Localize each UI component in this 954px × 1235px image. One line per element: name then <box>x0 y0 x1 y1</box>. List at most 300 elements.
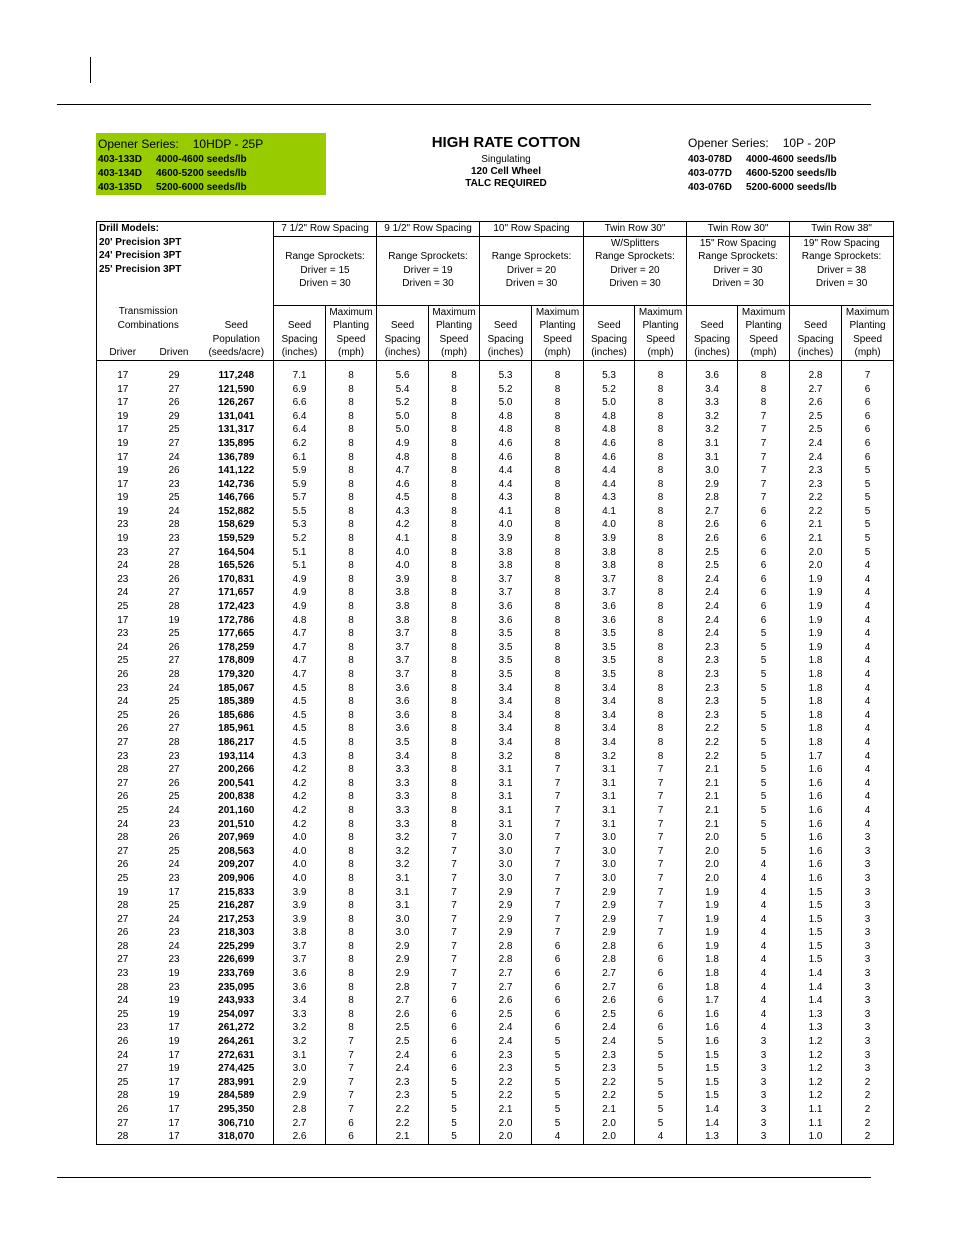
driven-cell: 24 <box>168 682 180 694</box>
max-speed-cell: 7 <box>532 777 584 791</box>
subtitle-cell-wheel: 120 Cell Wheel <box>470 166 542 177</box>
max-speed-cell: 5 <box>842 505 894 519</box>
driver-cell: 19 <box>97 505 149 519</box>
seed-spacing-cell: 2.2 <box>584 1089 635 1103</box>
seed-spacing-header <box>687 305 738 319</box>
table-row <box>97 1089 894 1103</box>
seed-spacing-cell: 4.8 <box>480 423 532 437</box>
driver-cell: 17 <box>97 396 149 410</box>
max-speed-cell: 8 <box>326 451 377 465</box>
spacer-cell <box>584 360 635 369</box>
seed-spacing-cell: 2.4 <box>584 1021 635 1035</box>
max-speed-cell: 8 <box>326 886 377 900</box>
max-speed-cell: 8 <box>738 383 790 397</box>
max-speed-cell: 8 <box>635 464 687 478</box>
max-speed-cell: 6 <box>429 1062 480 1076</box>
driver-cell: 24 <box>97 586 149 600</box>
max-speed-cell: 8 <box>429 437 480 451</box>
max-speed-cell: 8 <box>429 790 480 804</box>
max-speed-cell: 7 <box>635 899 687 913</box>
spacing-title: 7 1/2" Row Spacing <box>274 222 377 237</box>
seed-spacing-cell: 3.6 <box>377 682 429 696</box>
max-speed-cell: 8 <box>635 451 687 465</box>
max-speed-cell: 7 <box>635 926 687 940</box>
spacing-title: Twin Row 30" <box>687 222 790 237</box>
spacer-cell <box>584 291 687 305</box>
population-cell: 177,665 <box>218 628 255 640</box>
driven-cell: 23 <box>168 872 180 884</box>
seed-spacing-cell: 1.9 <box>790 627 842 641</box>
max-speed-cell: 3 <box>842 899 894 913</box>
max-speed-cell: 8 <box>635 722 687 736</box>
table-row <box>97 532 894 546</box>
driver-cell: 27 <box>97 777 149 791</box>
max-speed-cell: 6 <box>635 981 687 995</box>
seed-range: 4600-5200 seeds/lb <box>156 168 247 179</box>
seed-range: 4000-4600 seeds/lb <box>746 154 837 165</box>
driven-cell: 24 <box>168 859 180 871</box>
max-speed-cell: 8 <box>429 559 480 573</box>
max-speed-cell: 8 <box>635 709 687 723</box>
table-row <box>97 478 894 492</box>
max-speed-cell: 8 <box>635 546 687 560</box>
seed-spacing-cell: 1.9 <box>790 586 842 600</box>
population-cell: 243,933 <box>218 995 255 1007</box>
max-speed-cell: 8 <box>429 777 480 791</box>
max-speed-cell: 7 <box>635 777 687 791</box>
seed-spacing-cell: 1.3 <box>790 1008 842 1022</box>
seed-spacing-cell: 5.2 <box>274 532 326 546</box>
max-speed-cell: 7 <box>532 926 584 940</box>
seed-spacing-cell: 3.3 <box>274 1008 326 1022</box>
seed-spacing-cell: 2.4 <box>377 1049 429 1063</box>
header-tick-mark <box>90 57 91 83</box>
spacer-cell <box>842 360 894 369</box>
seed-spacing-cell: 5.0 <box>377 410 429 424</box>
max-speed-cell: 6 <box>532 981 584 995</box>
max-speed-cell: 7 <box>429 886 480 900</box>
population-cell: 186,217 <box>218 736 255 748</box>
driver-cell: 26 <box>97 858 149 872</box>
seed-spacing-cell: 3.6 <box>274 981 326 995</box>
max-speed-cell: 3 <box>842 872 894 886</box>
max-speed-cell: 8 <box>635 478 687 492</box>
seed-spacing-cell: 2.2 <box>790 505 842 519</box>
seed-spacing-cell: 3.6 <box>377 722 429 736</box>
spacer-cell <box>532 360 584 369</box>
driver-cell: 25 <box>97 872 149 886</box>
seed-spacing-cell: 3.4 <box>687 383 738 397</box>
seed-spacing-cell: 2.3 <box>687 641 738 655</box>
max-speed-cell: 6 <box>635 967 687 981</box>
population-cell: 201,160 <box>218 804 255 816</box>
max-speed-cell: 3 <box>842 886 894 900</box>
table-row <box>97 437 894 451</box>
spacer-cell <box>274 360 326 369</box>
driven-cell: 28 <box>168 736 180 748</box>
table-row <box>97 818 894 832</box>
max-speed-cell: 7 <box>635 831 687 845</box>
seed-spacing-cell: 5.2 <box>584 383 635 397</box>
max-speed-cell: 7 <box>326 1089 377 1103</box>
table-row <box>97 586 894 600</box>
driven-cell: 23 <box>168 981 180 993</box>
spacing-subtitle: 19" Row Spacing <box>790 236 894 250</box>
max-speed-cell: 8 <box>635 654 687 668</box>
seed-spacing-header <box>584 305 635 319</box>
population-cell: 171,657 <box>218 587 255 599</box>
table-row <box>97 763 894 777</box>
seed-spacing-cell: 3.4 <box>584 722 635 736</box>
part-number: 403-133D <box>98 154 142 165</box>
seed-spacing-cell: 4.4 <box>584 478 635 492</box>
population-cell: 272,631 <box>218 1049 255 1061</box>
max-speed-cell: 8 <box>532 736 584 750</box>
spacer-cell <box>480 291 584 305</box>
max-speed-cell: 5 <box>635 1076 687 1090</box>
max-speed-cell: 5 <box>842 478 894 492</box>
seed-spacing-cell: 3.4 <box>584 695 635 709</box>
population-cell: 185,389 <box>218 696 255 708</box>
seed-spacing-cell: 4.0 <box>274 831 326 845</box>
driven-sprocket: Driven = 30 <box>480 277 584 291</box>
driver-cell: 28 <box>97 1130 149 1144</box>
max-speed-header: Planting <box>635 319 687 333</box>
max-speed-cell: 8 <box>635 491 687 505</box>
seed-spacing-cell: 4.7 <box>274 654 326 668</box>
driver-cell: 24 <box>97 818 149 832</box>
seed-spacing-cell: 4.1 <box>480 505 532 519</box>
table-row <box>97 994 894 1008</box>
population-cell: 170,831 <box>218 573 255 585</box>
seed-range: 5200-6000 seeds/lb <box>746 182 837 193</box>
max-speed-cell: 8 <box>326 654 377 668</box>
max-speed-cell: 8 <box>326 546 377 560</box>
max-speed-cell: 8 <box>635 383 687 397</box>
spacing-subtitle: W/Splitters <box>584 236 687 250</box>
seed-spacing-cell: 3.6 <box>377 709 429 723</box>
driven-sprocket: Driven = 30 <box>687 277 790 291</box>
max-speed-cell: 8 <box>326 913 377 927</box>
seed-spacing-cell: 4.5 <box>274 722 326 736</box>
seed-spacing-cell: 2.3 <box>687 695 738 709</box>
spacer-cell <box>200 360 274 369</box>
spacer-cell <box>790 291 894 305</box>
max-speed-cell: 7 <box>532 763 584 777</box>
seed-spacing-cell: 2.3 <box>687 709 738 723</box>
max-speed-cell: 5 <box>635 1103 687 1117</box>
seed-spacing-cell: 5.7 <box>274 491 326 505</box>
drill-models-label: Drill Models: <box>99 223 160 234</box>
seed-spacing-cell: 1.4 <box>790 994 842 1008</box>
seed-spacing-cell: 4.2 <box>274 763 326 777</box>
max-speed-cell: 8 <box>532 586 584 600</box>
spacing-subtitle <box>274 236 377 250</box>
population-cell: 207,969 <box>218 832 255 844</box>
max-speed-cell: 7 <box>635 804 687 818</box>
max-speed-cell: 8 <box>429 763 480 777</box>
max-speed-cell: 7 <box>429 967 480 981</box>
max-speed-cell: 6 <box>842 410 894 424</box>
max-speed-cell: 4 <box>738 1021 790 1035</box>
seed-spacing-cell: 3.0 <box>584 831 635 845</box>
seed-spacing-cell: 2.9 <box>584 913 635 927</box>
max-speed-cell: 3 <box>842 1021 894 1035</box>
population-cell: 254,097 <box>218 1008 255 1020</box>
seed-spacing-cell: 4.8 <box>584 410 635 424</box>
max-speed-cell: 7 <box>635 790 687 804</box>
seed-spacing-cell: 3.5 <box>584 668 635 682</box>
driver-sprocket: Driver = 15 <box>274 264 377 278</box>
seed-spacing-cell: 1.7 <box>687 994 738 1008</box>
seed-spacing-cell: 4.9 <box>274 573 326 587</box>
max-speed-cell: 4 <box>738 967 790 981</box>
population-cell: 233,769 <box>218 968 255 980</box>
seed-spacing-cell: 4.5 <box>274 695 326 709</box>
max-speed-cell: 5 <box>842 518 894 532</box>
table-row <box>97 451 894 465</box>
max-speed-cell: 4 <box>738 913 790 927</box>
seed-spacing-cell: 4.0 <box>584 518 635 532</box>
seed-spacing-cell: 2.3 <box>584 1049 635 1063</box>
max-speed-cell: 5 <box>429 1103 480 1117</box>
max-speed-cell: 8 <box>738 396 790 410</box>
driver-cell: 23 <box>97 750 149 764</box>
table-row <box>97 1103 894 1117</box>
spacer-cell <box>790 360 842 369</box>
driven-cell: 28 <box>168 519 180 531</box>
max-speed-cell: 5 <box>635 1089 687 1103</box>
right-opener-option <box>688 182 837 193</box>
seed-spacing-cell: 4.4 <box>480 464 532 478</box>
seed-spacing-cell: 4.0 <box>274 845 326 859</box>
seed-spacing-cell: 2.4 <box>377 1062 429 1076</box>
seed-spacing-cell: 2.9 <box>377 940 429 954</box>
series-label: Opener Series: <box>688 136 769 150</box>
seed-spacing-cell: 7.1 <box>274 369 326 383</box>
seed-spacing-cell: 4.3 <box>584 491 635 505</box>
driven-cell: 27 <box>168 546 180 558</box>
driver-cell: 19 <box>97 491 149 505</box>
max-speed-cell: 8 <box>532 518 584 532</box>
spacer-cell <box>377 291 480 305</box>
driver-cell: 26 <box>97 1103 149 1117</box>
max-speed-cell: 3 <box>738 1117 790 1131</box>
seed-spacing-cell: 3.1 <box>274 1049 326 1063</box>
seed-spacing-cell: 1.1 <box>790 1103 842 1117</box>
max-speed-cell: 6 <box>738 505 790 519</box>
driver-header: Driver <box>97 346 149 360</box>
max-speed-cell: 7 <box>738 437 790 451</box>
seed-spacing-cell: 3.0 <box>584 872 635 886</box>
right-opener-option <box>688 168 837 179</box>
seed-spacing-cell: 2.0 <box>790 559 842 573</box>
driven-cell: 27 <box>168 437 180 449</box>
seed-spacing-cell: 3.7 <box>377 641 429 655</box>
population-cell: 165,526 <box>218 560 255 572</box>
seed-spacing-cell: 3.9 <box>274 899 326 913</box>
driver-cell: 17 <box>97 369 149 383</box>
max-speed-cell: 5 <box>738 627 790 641</box>
max-speed-cell: 6 <box>532 967 584 981</box>
seed-spacing-cell: 6.2 <box>274 437 326 451</box>
driven-cell: 19 <box>168 995 180 1007</box>
max-speed-cell: 5 <box>738 777 790 791</box>
driver-cell: 17 <box>97 423 149 437</box>
seed-spacing-header: (inches) <box>377 346 429 360</box>
max-speed-cell: 8 <box>326 614 377 628</box>
seed-spacing-cell: 2.2 <box>790 491 842 505</box>
driven-cell: 23 <box>168 478 180 490</box>
seed-spacing-cell: 3.1 <box>584 777 635 791</box>
max-speed-cell: 8 <box>326 518 377 532</box>
seed-spacing-cell: 3.8 <box>377 614 429 628</box>
seed-spacing-cell: 3.1 <box>480 818 532 832</box>
seed-spacing-cell: 2.9 <box>480 913 532 927</box>
seed-spacing-cell: 3.4 <box>480 695 532 709</box>
seed-spacing-cell: 2.5 <box>480 1008 532 1022</box>
seed-spacing-header: Spacing <box>274 333 326 347</box>
population-cell: 131,041 <box>218 410 255 422</box>
seed-spacing-cell: 2.9 <box>687 478 738 492</box>
seed-spacing-cell: 2.4 <box>480 1021 532 1035</box>
seed-spacing-cell: 4.1 <box>377 532 429 546</box>
max-speed-cell: 8 <box>326 573 377 587</box>
max-speed-cell: 8 <box>326 695 377 709</box>
population-cell: 126,267 <box>218 397 255 409</box>
max-speed-header: Speed <box>842 333 894 347</box>
max-speed-cell: 8 <box>635 682 687 696</box>
driven-cell: 29 <box>168 410 180 422</box>
seed-spacing-cell: 1.5 <box>790 899 842 913</box>
seed-spacing-cell: 4.2 <box>274 804 326 818</box>
max-speed-cell: 3 <box>842 1035 894 1049</box>
max-speed-cell: 8 <box>635 736 687 750</box>
seed-spacing-cell: 2.7 <box>584 967 635 981</box>
seed-spacing-cell: 1.4 <box>687 1117 738 1131</box>
max-speed-cell: 8 <box>326 967 377 981</box>
max-speed-cell: 4 <box>842 668 894 682</box>
seed-spacing-cell: 1.6 <box>687 1008 738 1022</box>
seed-spacing-cell: 1.5 <box>790 926 842 940</box>
seed-spacing-cell: 2.2 <box>687 750 738 764</box>
seed-rate-grid <box>96 221 894 1145</box>
driver-cell: 25 <box>97 1008 149 1022</box>
seed-spacing-cell: 6.4 <box>274 410 326 424</box>
table-row <box>97 804 894 818</box>
seed-spacing-cell: 2.9 <box>584 926 635 940</box>
header-rule <box>57 104 871 105</box>
driver-cell: 27 <box>97 1117 149 1131</box>
max-speed-cell: 8 <box>532 410 584 424</box>
seed-spacing-cell: 1.8 <box>790 668 842 682</box>
seed-spacing-cell: 3.5 <box>584 627 635 641</box>
max-speed-cell: 4 <box>842 654 894 668</box>
table-row <box>97 627 894 641</box>
max-speed-cell: 8 <box>429 709 480 723</box>
seed-spacing-cell: 3.7 <box>480 573 532 587</box>
seed-spacing-cell: 4.4 <box>584 464 635 478</box>
max-speed-cell: 8 <box>532 491 584 505</box>
seed-spacing-cell: 3.5 <box>377 736 429 750</box>
driver-cell: 28 <box>97 940 149 954</box>
seed-spacing-cell: 3.0 <box>480 858 532 872</box>
seed-spacing-cell: 1.6 <box>790 845 842 859</box>
seed-spacing-cell: 3.7 <box>377 668 429 682</box>
max-speed-cell: 5 <box>532 1062 584 1076</box>
seed-spacing-cell: 1.8 <box>790 654 842 668</box>
max-speed-cell: 4 <box>842 750 894 764</box>
range-sprockets-label: Range Sprockets: <box>687 250 790 264</box>
seed-spacing-cell: 3.6 <box>274 967 326 981</box>
right-opener-option <box>688 154 837 165</box>
driven-cell: 17 <box>168 1117 180 1129</box>
max-speed-cell: 7 <box>635 858 687 872</box>
seed-spacing-cell: 2.4 <box>790 451 842 465</box>
seed-spacing-cell: 3.2 <box>480 750 532 764</box>
seed-spacing-cell: 2.1 <box>687 804 738 818</box>
seed-spacing-cell: 2.6 <box>584 994 635 1008</box>
max-speed-cell: 6 <box>429 1008 480 1022</box>
seed-spacing-cell: 1.5 <box>790 913 842 927</box>
driven-cell: 26 <box>168 573 180 585</box>
driven-cell: 17 <box>168 1049 180 1061</box>
table-row <box>97 491 894 505</box>
left-opener-option <box>98 168 247 179</box>
seed-spacing-cell: 2.4 <box>790 437 842 451</box>
left-opener-box <box>96 133 326 195</box>
max-speed-cell: 4 <box>842 614 894 628</box>
seed-spacing-header: Seed <box>377 319 429 333</box>
seed-spacing-cell: 1.5 <box>687 1089 738 1103</box>
driven-cell: 19 <box>168 1090 180 1102</box>
seed-spacing-cell: 2.5 <box>687 559 738 573</box>
max-speed-cell: 8 <box>326 858 377 872</box>
spacer-cell <box>429 360 480 369</box>
max-speed-cell: 5 <box>532 1076 584 1090</box>
max-speed-cell: 6 <box>842 383 894 397</box>
seed-spacing-cell: 2.2 <box>687 736 738 750</box>
seed-spacing-cell: 3.4 <box>274 994 326 1008</box>
max-speed-cell: 3 <box>738 1049 790 1063</box>
population-cell: 261,272 <box>218 1022 255 1034</box>
driven-sprocket: Driven = 30 <box>584 277 687 291</box>
max-speed-cell: 6 <box>738 532 790 546</box>
max-speed-cell: 6 <box>635 1008 687 1022</box>
max-speed-cell: 5 <box>738 736 790 750</box>
max-speed-cell: 4 <box>738 981 790 995</box>
seed-spacing-cell: 4.2 <box>377 518 429 532</box>
max-speed-cell: 5 <box>635 1049 687 1063</box>
seed-spacing-cell: 3.1 <box>480 790 532 804</box>
driven-cell: 25 <box>168 628 180 640</box>
driver-cell: 17 <box>97 451 149 465</box>
seed-spacing-cell: 2.3 <box>377 1089 429 1103</box>
max-speed-cell: 8 <box>429 600 480 614</box>
driver-cell: 26 <box>97 668 149 682</box>
max-speed-cell: 4 <box>842 586 894 600</box>
table-row <box>97 913 894 927</box>
seed-spacing-cell: 4.6 <box>377 478 429 492</box>
seed-spacing-cell: 3.1 <box>377 872 429 886</box>
seed-spacing-cell: 5.3 <box>480 369 532 383</box>
max-speed-cell: 8 <box>532 573 584 587</box>
seed-spacing-cell: 3.0 <box>480 831 532 845</box>
max-speed-cell: 8 <box>429 478 480 492</box>
max-speed-cell: 6 <box>532 1021 584 1035</box>
table-row <box>97 981 894 995</box>
max-speed-cell: 8 <box>532 505 584 519</box>
